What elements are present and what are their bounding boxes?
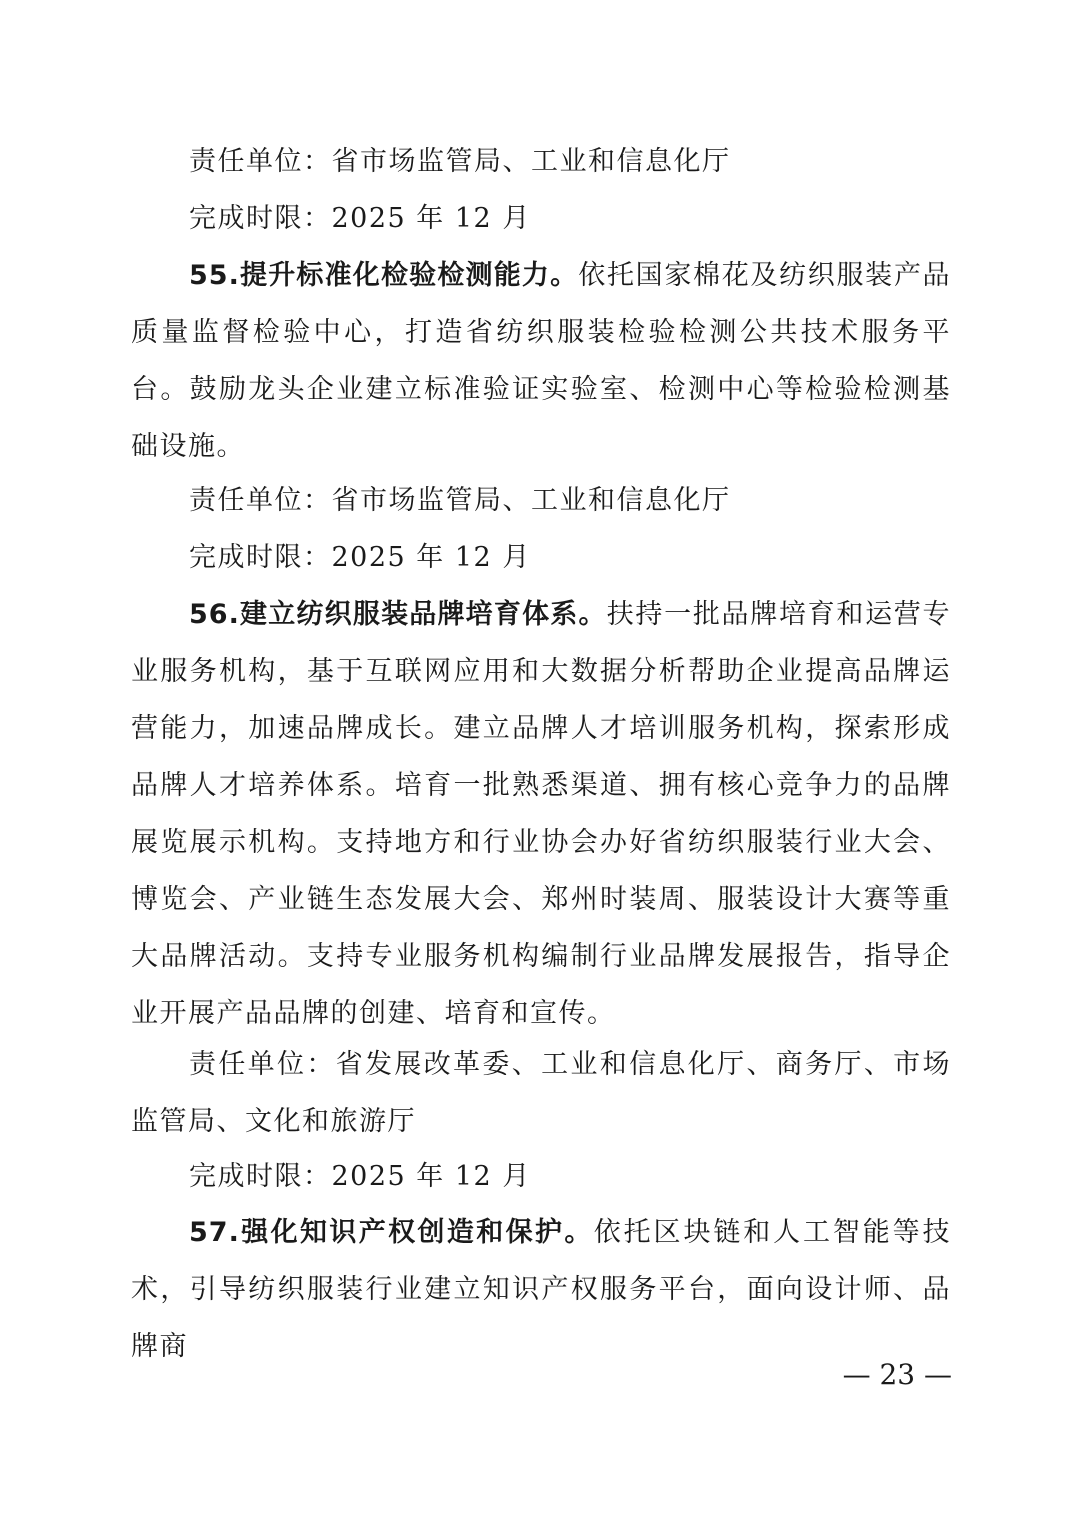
item-57-heading: 57.强化知识产权创造和保护。 xyxy=(189,1217,594,1248)
paragraph-text: 完成时限：2025 年 12 月 xyxy=(189,203,531,234)
item-56-paragraph xyxy=(131,586,951,1042)
paragraph-text: 完成时限：2025 年 12 月 xyxy=(189,542,531,573)
item-55-heading: 55.提升标准化检验检测能力。 xyxy=(189,260,579,291)
paragraph-text: 完成时限：2025 年 12 月 xyxy=(189,1161,531,1192)
deadline-paragraph xyxy=(131,1148,951,1205)
item-55-paragraph xyxy=(131,247,951,475)
deadline-paragraph xyxy=(131,190,951,247)
responsible-units-paragraph xyxy=(131,472,951,529)
item-56-heading: 56.建立纺织服装品牌培育体系。 xyxy=(189,599,607,630)
item-56-text: 扶持一批品牌培育和运营专业服务机构，基于互联网应用和大数据分析帮助企业提高品牌运营能力，加速品牌成长。建立品牌人才培训服务机构，探索形成品牌人才培养体系。培育一批熟悉渠道、拥有核心竞争力的品牌展览展示机构。支持地方和行业协会办好省纺织服装行业大会、博览会、产业链生态发展大会、郑州时装周、服装设计大赛等重大品牌活动。支持专业服务机构编制行业品牌发展报告，指导企业开展产品品牌的创建、培育和宣传。 xyxy=(131,599,951,1029)
page-number: — 23 — xyxy=(842,1358,952,1391)
paragraph-text: 责任单位：省市场监管局、工业和信息化厅 xyxy=(189,146,731,177)
deadline-paragraph xyxy=(131,529,951,586)
item-57-text: 依托区块链和人工智能等技术，引导纺织服装行业建立知识产权服务平台，面向设计师、品牌商 xyxy=(131,1217,951,1362)
responsible-units-paragraph xyxy=(131,133,951,190)
paragraph-text: 责任单位：省市场监管局、工业和信息化厅 xyxy=(189,485,731,516)
responsible-units-paragraph xyxy=(131,1036,951,1150)
paragraph-text: 责任单位：省发展改革委、工业和信息化厅、商务厅、市场监管局、文化和旅游厅 xyxy=(131,1049,951,1137)
item-57-paragraph xyxy=(131,1204,951,1375)
item-55-text: 依托国家棉花及纺织服装产品质量监督检验中心，打造省纺织服装检验检测公共技术服务平台。鼓励龙头企业建立标准验证实验室、检测中心等检验检测基础设施。 xyxy=(131,260,952,462)
